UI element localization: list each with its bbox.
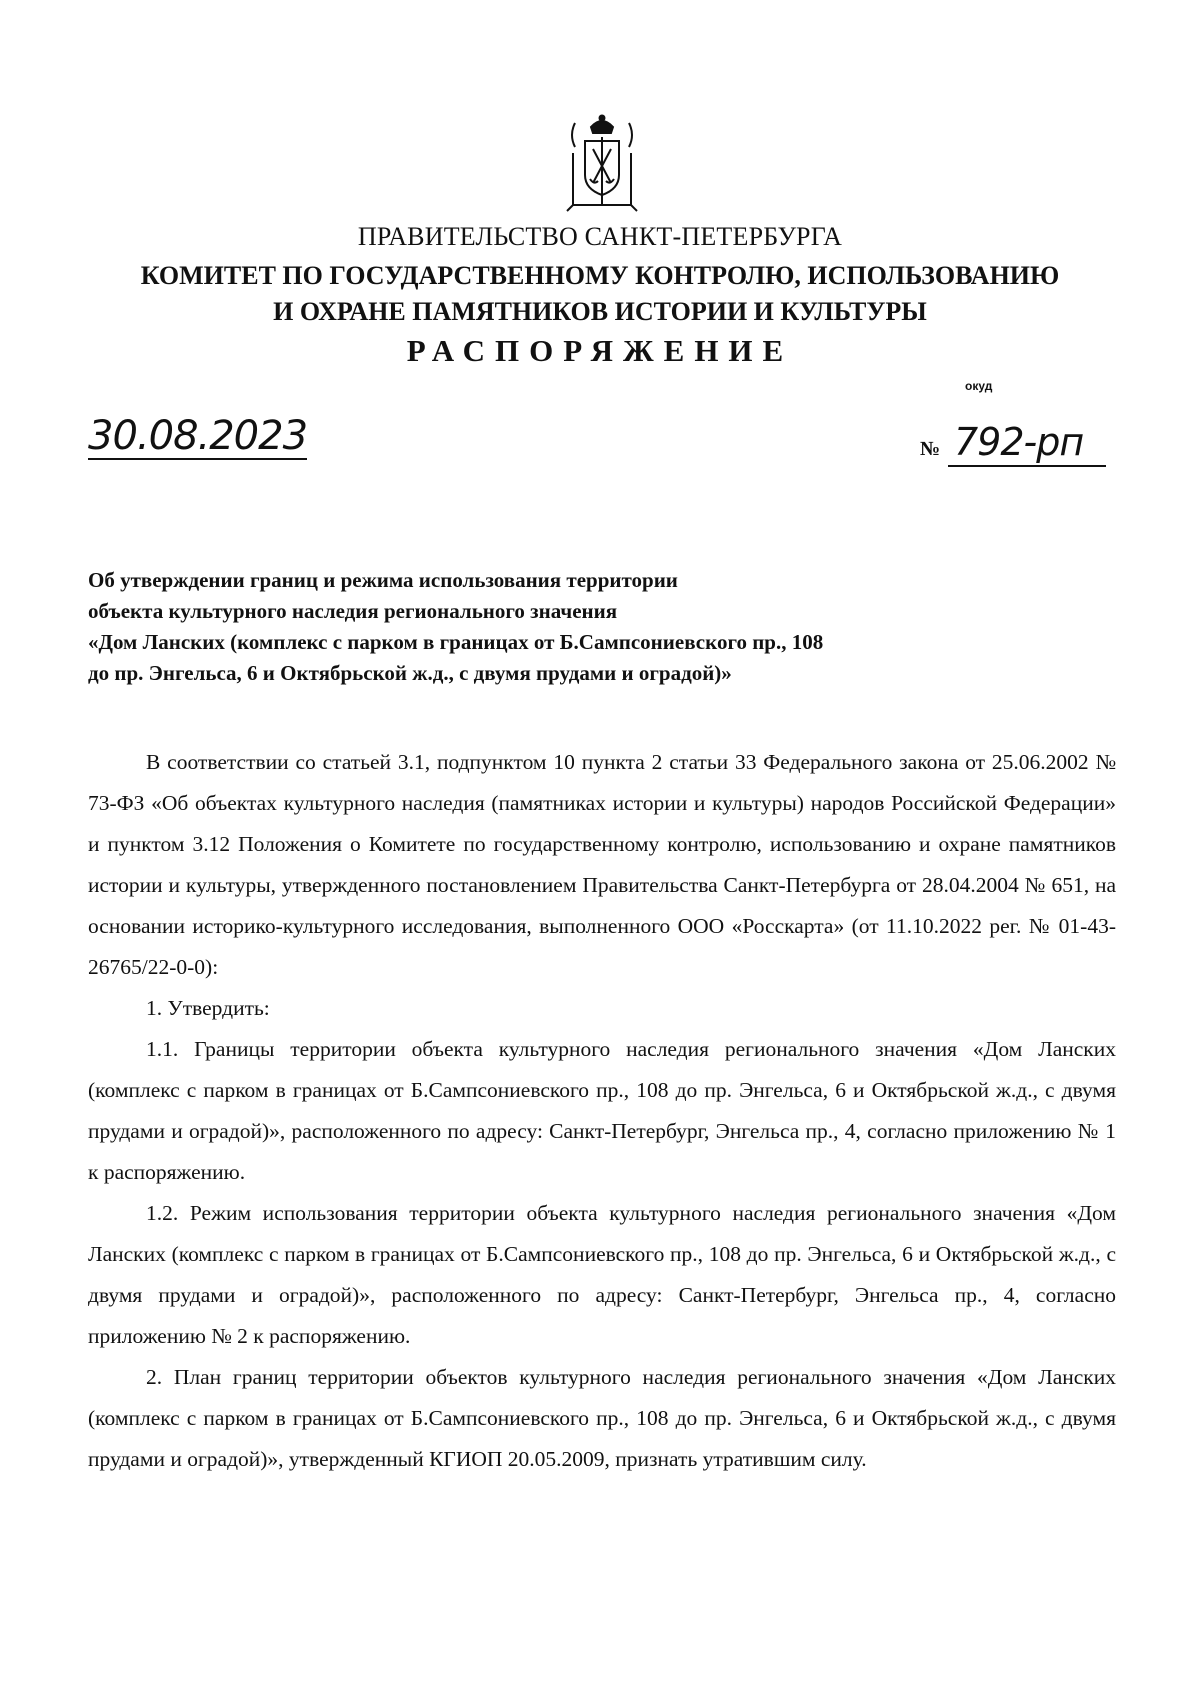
committee-title-line-2: И ОХРАНЕ ПАМЯТНИКОВ ИСТОРИИ И КУЛЬТУРЫ bbox=[273, 297, 927, 326]
committee-title bbox=[0, 258, 1200, 330]
subject-line-2: объекта культурного наследия регионального значения bbox=[88, 599, 618, 623]
subject-line-3: «Дом Ланских (комплекс с парком в границах от Б.Сампсониевского пр., 108 bbox=[88, 630, 824, 654]
order-subject bbox=[88, 565, 988, 689]
subject-line-4: до пр. Энгельса, 6 и Октябрьской ж.д., с двумя прудами и оградой)» bbox=[88, 661, 732, 685]
okud-label: окуд bbox=[965, 379, 993, 393]
government-title: ПРАВИТЕЛЬСТВО САНКТ-ПЕТЕРБУРГА bbox=[357, 222, 843, 251]
order-number: 792-рп bbox=[954, 420, 1084, 464]
order-number-block bbox=[920, 420, 1106, 466]
clause-2: 2. План границ территории объектов культурного наследия регионального значения «Дом Ланских (комплекс с парком в границах от Б.Сампсониевского пр., 108 до пр. Энгельса, 6 и Октябрьской ж.д., с двумя прудами и оградой)», утвержденный КГИОП 20.05.2009, признать утратившим силу. bbox=[88, 1365, 1116, 1471]
committee-title-line-1: КОМИТЕТ ПО ГОСУДАРСТВЕННОМУ КОНТРОЛЮ, ИСПОЛЬЗОВАНИЮ bbox=[140, 261, 1060, 290]
clause-1-2: 1.2. Режим использования территории объекта культурного наследия регионального значения «Дом Ланских (комплекс с парком в границах от Б.Сампсониевского пр., 108 до пр. Энгельса, 6 и Октябрьской ж.д., с двумя прудами и оградой)», расположенного по адресу: Санкт-Петербург, Энгельса пр., 4, согласно приложению № 2 к распоряжению. bbox=[88, 1201, 1116, 1348]
order-body bbox=[88, 742, 1116, 1480]
coat-of-arms-emblem bbox=[561, 113, 643, 213]
clause-1-1: 1.1. Границы территории объекта культурного наследия регионального значения «Дом Ланских (комплекс с парком в границах от Б.Сампсониевского пр., 108 до пр. Энгельса, 6 и Октябрьской ж.д., с двумя прудами и оградой)», расположенного по адресу: Санкт-Петербург, Энгельса пр., 4, согласно приложению № 1 к распоряжению. bbox=[88, 1037, 1116, 1184]
number-underline bbox=[948, 465, 1106, 467]
clause-1: 1. Утвердить: bbox=[146, 996, 270, 1020]
subject-line-1: Об утверждении границ и режима использования территории bbox=[88, 568, 678, 592]
order-date: 30.08.2023 bbox=[88, 413, 308, 459]
preamble-paragraph: В соответствии со статьей 3.1, подпунктом 10 пункта 2 статьи 33 Федерального закона от 25.06.2002 № 73-ФЗ «Об объектах культурного наследия (памятниках истории и культуры) народов Российской Федерации» и пунктом 3.12 Положения о Комитете по государственному контролю, использованию и охране памятников истории и культуры, утвержденного постановлением Правительства Санкт-Петербурга от 28.04.2004 № 651, на основании историко-культурного исследования, выполненного ООО «Росскарта» (от 11.10.2022 рег. № 01-43-26765/22-0-0): bbox=[88, 750, 1116, 979]
order-type-title: РАСПОРЯЖЕНИЕ bbox=[406, 333, 794, 368]
number-sign: № bbox=[920, 438, 941, 460]
